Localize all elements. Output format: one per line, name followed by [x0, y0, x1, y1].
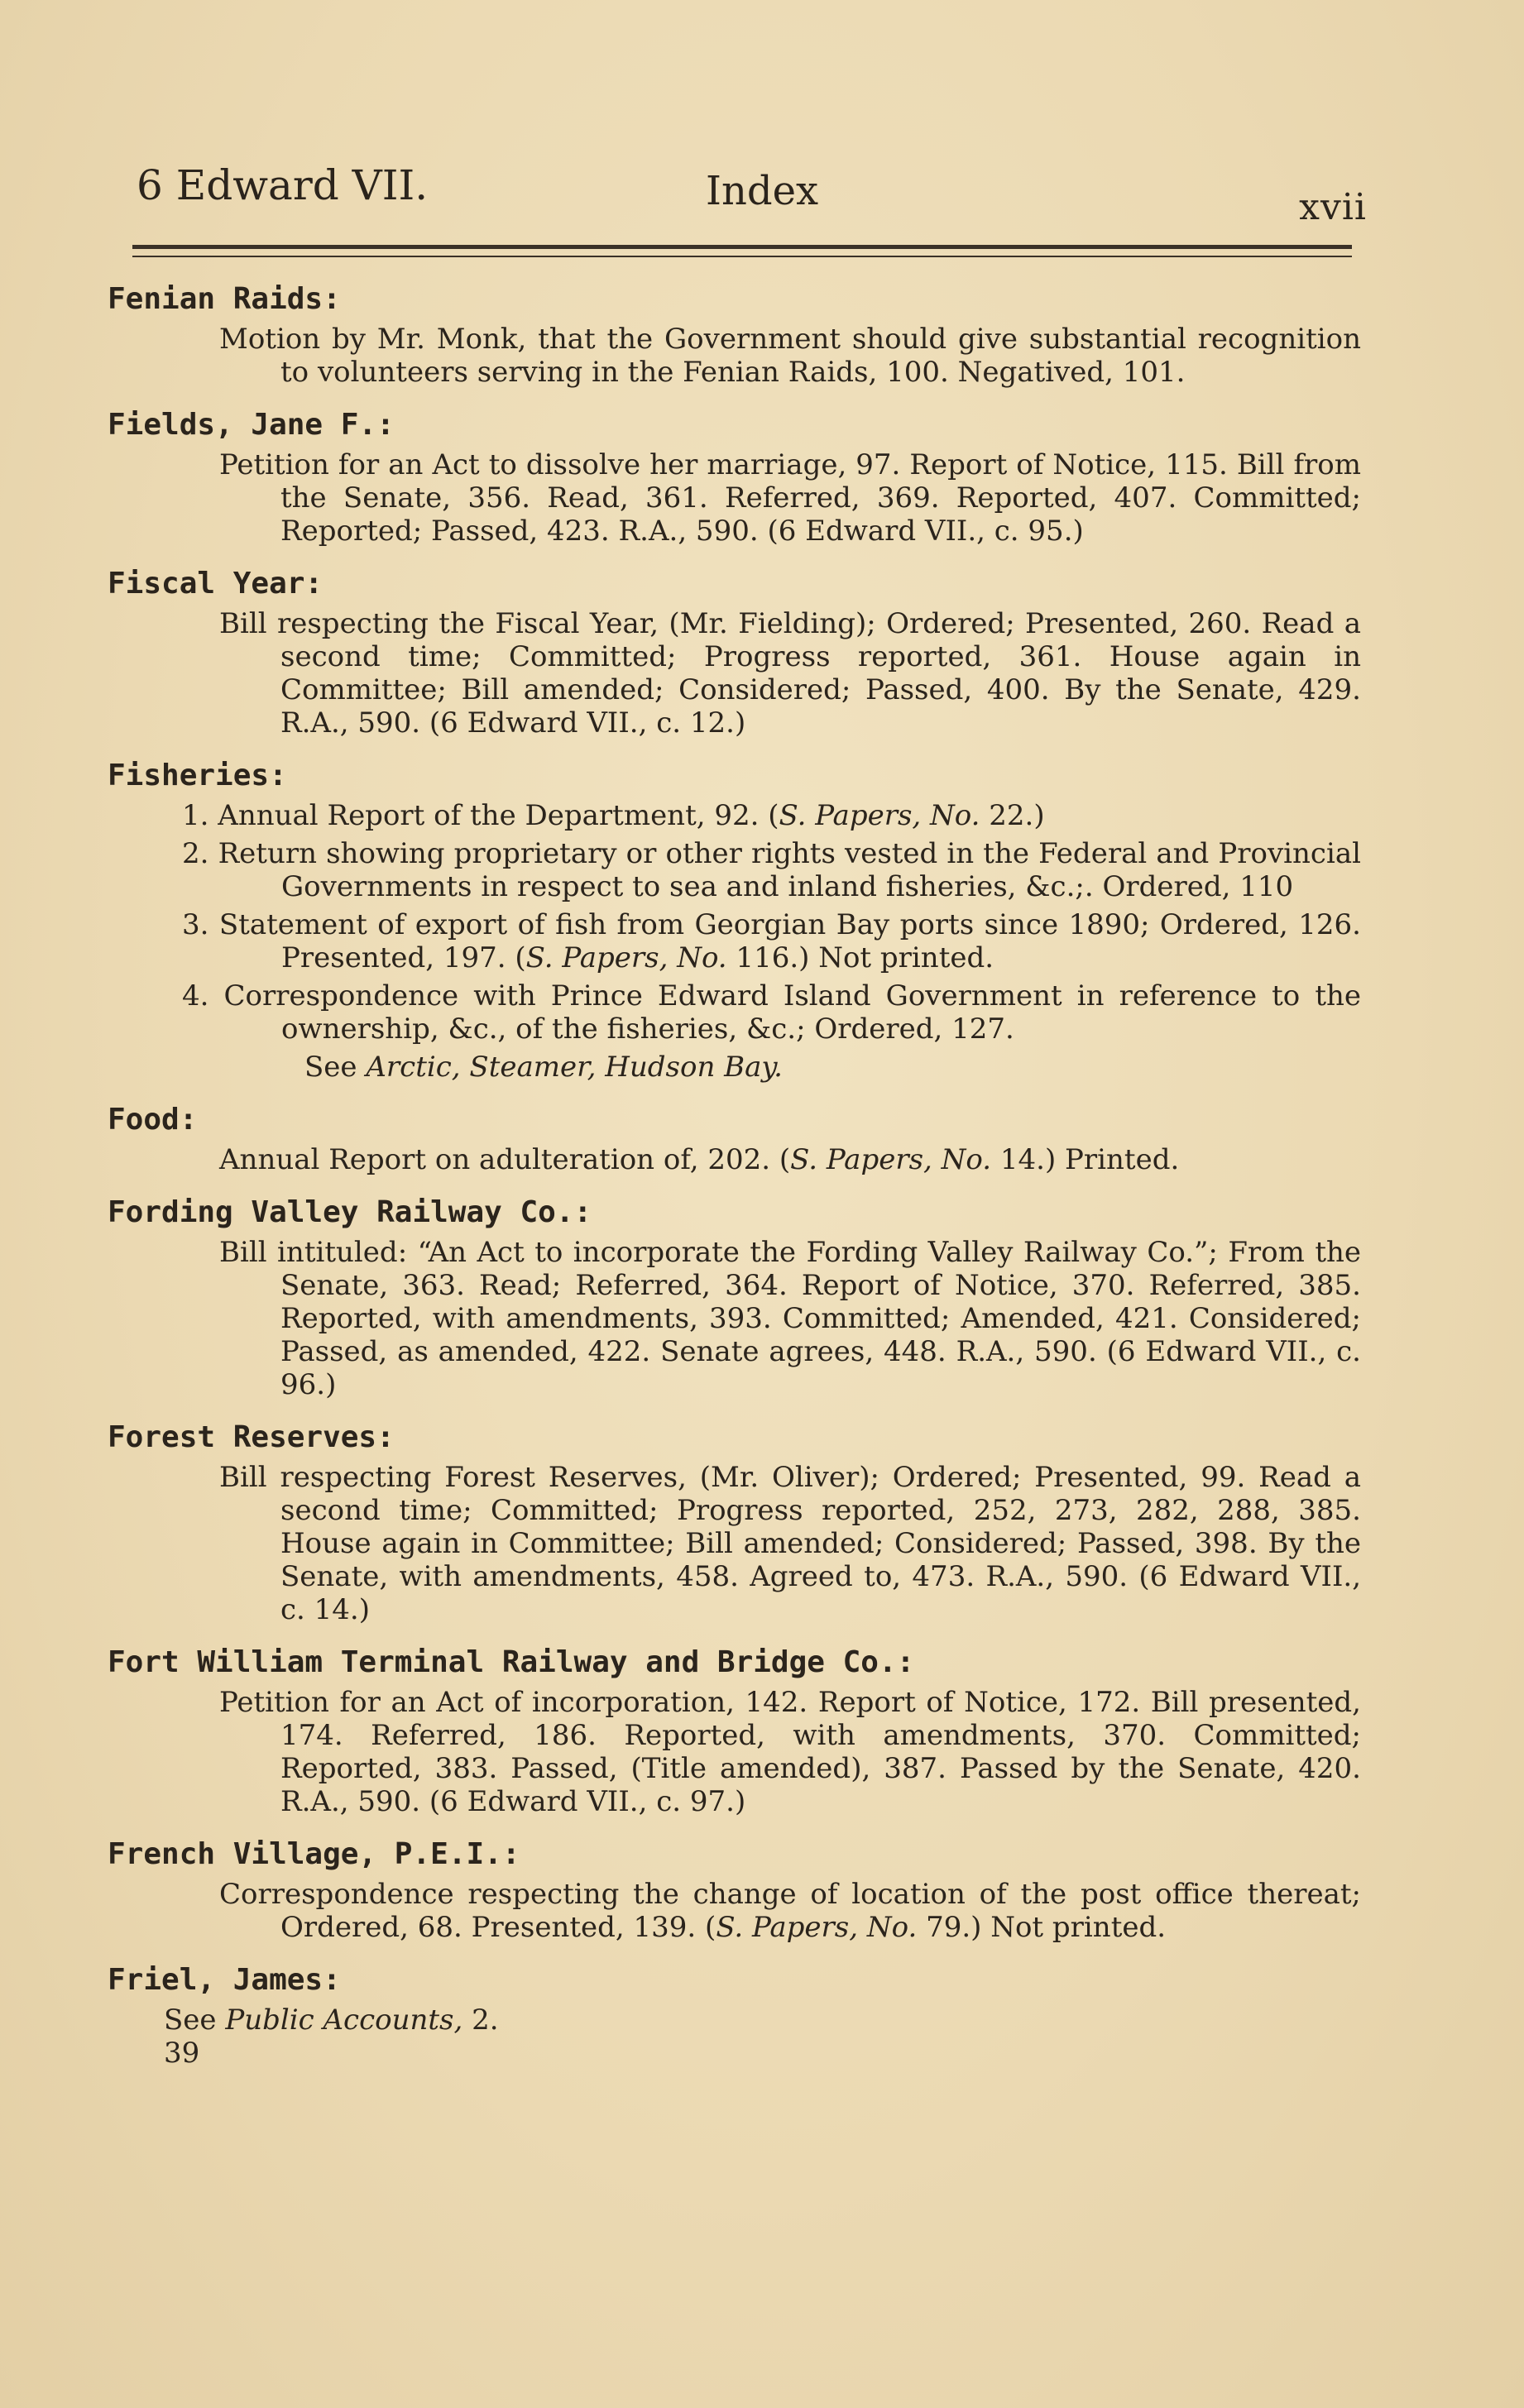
- see-also: [304, 1051, 1361, 1084]
- list-item: [182, 799, 1361, 832]
- entry-heading: Food:: [108, 1103, 198, 1137]
- entry-text: Bill respecting Forest Reserves, (Mr. Oliver); Ordered; Presented, 99. Read a second time; Committed; Progress reported, 252, 273, 282, 288, 385. House again in Committee; Bill amended; Considered; Passed, 398. By the Senate, with amendments, 458. Agreed to, 473. R.A., 590. (6 Edward VII., c. 14.): [219, 1461, 1361, 1626]
- entry-heading: French Village, P.E.I.:: [108, 1837, 520, 1871]
- entry-text: Petition for an Act of incorporation, 142. Report of Notice, 172. Bill presented, 174. Referred, 186. Reported, with amendments, 370. Committed; Reported, 383. Passed, (Title amended), 387. Passed by the Senate, 420. R.A., 590. (6 Edward VII., c. 97.): [219, 1686, 1361, 1818]
- index-entries: [108, 280, 1361, 2070]
- entry-heading: Fields, Jane F.:: [108, 408, 395, 442]
- entry-heading: Fording Valley Railway Co.:: [108, 1195, 592, 1229]
- see-reference-end: 2.: [462, 2003, 499, 2037]
- see-label: See: [164, 2003, 217, 2037]
- item-number: 3.: [182, 908, 209, 941]
- signature-mark: 39: [164, 2037, 200, 2070]
- list-item: [182, 908, 1361, 974]
- entry-fording-valley: [108, 1193, 1361, 1401]
- entry-text: Annual Report on adulteration of, 202. (: [219, 1143, 791, 1176]
- header-rule-thick: [132, 245, 1352, 249]
- list-item: [182, 979, 1361, 1046]
- item-text-end: 22.): [980, 799, 1045, 832]
- entry-heading: Fiscal Year:: [108, 567, 323, 601]
- entry-french-village: [108, 1835, 1361, 1944]
- entry-text: Petition for an Act to dissolve her marriage, 97. Report of Notice, 115. Bill from the Senate, 356. Read, 361. Referred, 369. Reported, 407. Committed; Reported; Passed, 423. R.A., 590. (6 Edward VII., c. 95.): [219, 448, 1361, 548]
- item-number: 4.: [182, 979, 209, 1013]
- running-header: [137, 161, 1367, 228]
- item-ref: S. Papers, No.: [779, 799, 980, 832]
- session-title: 6 Edward VII.: [137, 161, 429, 209]
- entry-text: Motion by Mr. Monk, that the Government should give substantial recognition to volunteers serving in the Fenian Raids, 100. Negatived, 101.: [219, 323, 1361, 389]
- item-text: Statement of export of fish from Georgian Bay ports since 1890; Ordered, 126. Presented, 197. (: [218, 908, 1361, 974]
- entry-heading: Fenian Raids:: [108, 282, 341, 316]
- item-text: Annual Report of the Department, 92. (: [218, 799, 779, 832]
- entry-text-block: [219, 1878, 1361, 1944]
- entry-forest-reserves: [108, 1418, 1361, 1626]
- item-text: Return showing proprietary or other rights vested in the Federal and Provincial Governments in respect to sea and inland fisheries, &c.;. Ordered, 110: [218, 837, 1361, 903]
- entry-heading: Friel, James:: [108, 1963, 341, 1997]
- entry-fisheries: [108, 756, 1361, 1084]
- header-rule-thin: [132, 256, 1352, 257]
- entry-fields-jane: [108, 405, 1361, 548]
- entry-text: Bill intituled: “An Act to incorporate the Fording Valley Railway Co.”; From the Senate, 363. Read; Referred, 364. Report of Notice, 370. Referred, 385. Reported, with amendments, 393. Committed; Amended, 421. Considered; Passed, as amended, 422. Senate agrees, 448. R.A., 590. (6 Edward VII., c. 96.): [219, 1236, 1361, 1401]
- entry-ref: S. Papers, No.: [716, 1911, 918, 1944]
- item-number: 2.: [182, 837, 209, 870]
- item-text-end: 116.) Not printed.: [726, 941, 994, 974]
- entry-text: Correspondence respecting the change of location of the post office thereat; Ordered, 68. Presented, 139. (: [219, 1878, 1361, 1944]
- entry-ref: S. Papers, No.: [790, 1143, 992, 1176]
- see-reference: Arctic, Steamer, Hudson Bay.: [366, 1051, 783, 1084]
- item-ref: S. Papers, No.: [525, 941, 727, 974]
- see-reference: Public Accounts,: [225, 2003, 463, 2037]
- entry-fiscal-year: [108, 564, 1361, 740]
- entry-text-end: 79.) Not printed.: [917, 1911, 1167, 1944]
- page-number-roman: xvii: [1299, 186, 1367, 228]
- entry-text-block: [219, 1143, 1361, 1176]
- entry-text-end: 14.) Printed.: [991, 1143, 1180, 1176]
- entry-text: Bill respecting the Fiscal Year, (Mr. Fielding); Ordered; Presented, 260. Read a second time; Committed; Progress reported, 361. House again in Committee; Bill amended; Considered; Passed, 400. By the Senate, 429. R.A., 590. (6 Edward VII., c. 12.): [219, 607, 1361, 740]
- entry-fort-william: [108, 1643, 1361, 1818]
- entry-heading: Forest Reserves:: [108, 1420, 395, 1454]
- list-item: [182, 837, 1361, 903]
- page-title: Index: [706, 168, 819, 214]
- item-number: 1.: [182, 799, 209, 832]
- entry-friel-james: [108, 1960, 1361, 2037]
- item-text: Correspondence with Prince Edward Island Government in reference to the ownership, &c., of the fisheries, &c.; Ordered, 127.: [223, 979, 1361, 1046]
- entry-heading: Fisheries:: [108, 759, 287, 792]
- entry-food: [108, 1100, 1361, 1176]
- entry-fenian-raids: [108, 280, 1361, 389]
- entry-heading: Fort William Terminal Railway and Bridge Co.:: [108, 1645, 915, 1679]
- see-label: See: [304, 1051, 357, 1084]
- see-also: [164, 2003, 1361, 2037]
